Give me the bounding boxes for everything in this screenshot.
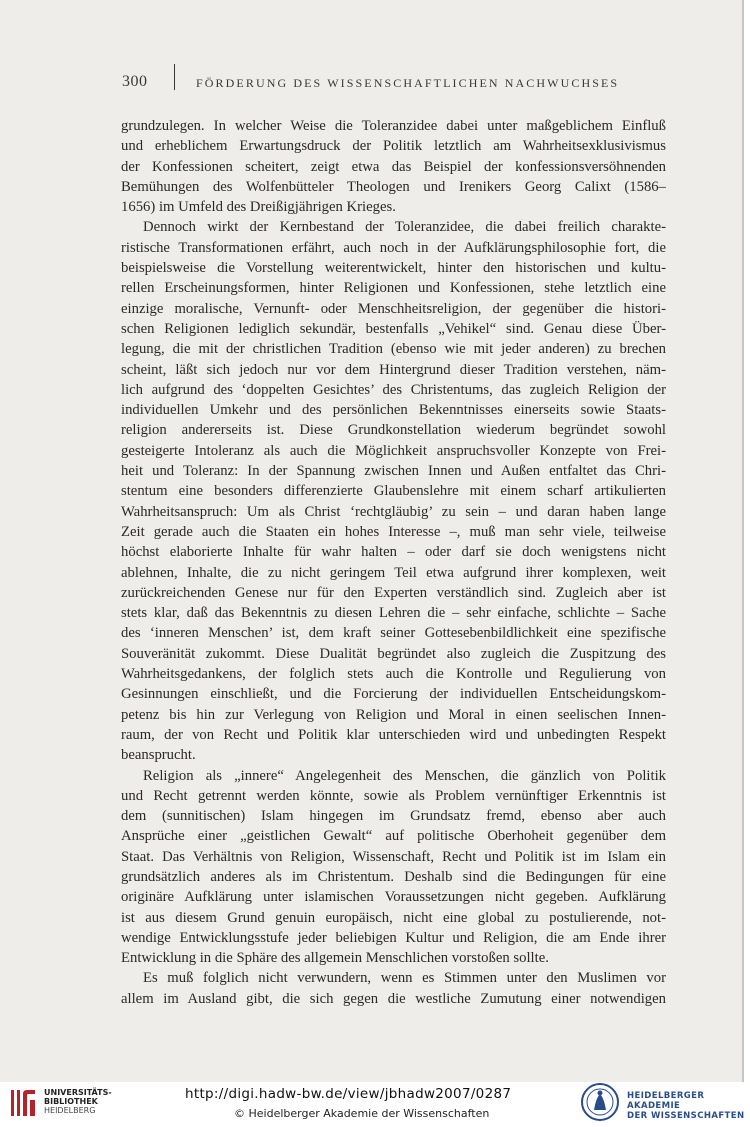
academy-name <box>627 1091 750 1121</box>
text-line: dem (sunnitischen) Islam hingegen im Grundsatz fremd, ebenso aber auch <box>121 808 666 825</box>
running-title: FÖRDERUNG DES WISSENSCHAFTLICHEN NACHWUCHSES <box>196 76 620 90</box>
academy-line-1: HEIDELBERGER AKADEMIE <box>627 1091 705 1111</box>
library-line-3: HEIDELBERG <box>44 1106 96 1115</box>
text-line: beispielsweise die Vorstellung weiterentwickelt, hinter den historischen und kultu- <box>121 260 666 277</box>
text-line: stentum eine besonders differenzierte Glaubenslehre mit einem scharf artikulierten <box>121 483 666 500</box>
text-line: stets klar, daß das Bekenntnis zu diesen Lehren die – sehr einfache, schlichte – Sache <box>121 605 666 622</box>
text-line: legung, die mit der christlichen Tradition (ebenso wie mit jeder anderen) zu brechen <box>121 341 666 358</box>
text-line: Bemühungen des Wolfenbütteler Theologen und Irenikers Georg Calixt (1586– <box>121 178 666 195</box>
text-line: Religion als „innere“ Angelegenheit des Menschen, die gänzlich von Politik <box>143 767 666 784</box>
library-line-2: BIBLIOTHEK <box>44 1097 98 1106</box>
text-line: wendige Entwicklungsstufe jeder beliebigen Kultur und Religion, die am Ende ihrer <box>121 929 666 946</box>
text-line: einzige moralische, Vernunft- oder Menschheitsreligion, der gegenüber die histori- <box>121 300 666 317</box>
permalink-url[interactable]: http://digi.hadw-bw.de/view/jbhadw2007/0287 <box>185 1086 512 1102</box>
text-line: Ansprüche einer „geistlichen Gewalt“ auf politische Oberhoheit gegenüber dem <box>121 828 666 845</box>
text-line: beansprucht. <box>121 747 196 764</box>
text-line: religion andererseits ist. Diese Grundkonstellation wiederum begründet sowohl <box>121 422 666 439</box>
text-line: schen Religionen lediglich sekundär, bestenfalls „Vehikel“ sind. Genau diese Über- <box>121 320 666 337</box>
body-text <box>121 116 666 1009</box>
text-line: Wahrheitsgedankens, der folglich stets auch die Kontrolle und Regulierung von <box>121 666 666 683</box>
library-line-1: UNIVERSITÄTS- <box>44 1088 112 1097</box>
text-line: individuellen Umkehr und des persönlichen Bekenntnisses einerseits sowie Staats- <box>121 402 666 419</box>
text-line: ist aus diesem Grund genuin europäisch, nicht eine global zu postulierende, not- <box>121 909 666 926</box>
text-line: scheint, läßt sich jedoch nur vor dem Hintergrund dieser Tradition verstehen, näm- <box>121 361 666 378</box>
text-line: raum, der von Recht und Politik klar unterschieden wird und unbedingten Respekt <box>121 726 666 743</box>
academy-line-2: DER WISSENSCHAFTEN <box>627 1111 745 1121</box>
page-header <box>122 70 642 96</box>
text-line: gesteigerte Intoleranz als auch die Möglichkeit anspruchsvoller Konzepte von Frei- <box>121 442 666 459</box>
text-line: ablehnen, Inhalte, die zu nicht geringem Teil etwa aufgrund ihrer komplexen, weit <box>121 564 666 581</box>
text-line: Wahrheitsanspruch: Um als Christ ‘rechtgläubig’ zu sein – und daran haben lange <box>121 503 666 520</box>
copyright-notice: © Heidelberger Akademie der Wissenschaften <box>234 1107 490 1120</box>
text-line: grundzulegen. In welcher Weise die Toleranzidee dabei unter maßgeblichem Einfluß <box>121 118 666 134</box>
page-number: 300 <box>122 73 148 90</box>
text-line: Souveränität zukommt. Diese Dualität begründet also zugleich die Zuspitzung des <box>121 645 666 662</box>
viewer-footer <box>0 1082 750 1127</box>
text-line: petenz bis hin zur Verlegung von Religion und Moral in einen seelischen Innen- <box>121 706 666 723</box>
text-line: allem im Ausland gibt, die sich gegen die westliche Zumutung einer notwendigen <box>121 990 666 1007</box>
library-name <box>44 1088 112 1115</box>
text-line: heit und Toleranz: In der Spannung zwischen Innen und Außen entfaltet das Chri- <box>121 463 666 480</box>
university-library-logo-icon <box>8 1086 38 1120</box>
text-line: höchst elaborierte Inhalte für wahr halten – oder darf sie doch wenigstens nicht <box>121 544 666 561</box>
text-line: Zeit gerade auch die Staaten ein hohes Interesse –, muß man sehr viele, teilweise <box>121 523 666 540</box>
text-line: ristische Transformationen erfährt, auch noch in der Aufklärungsphilosophie fort, die <box>121 239 666 256</box>
text-line: Dennoch wirkt der Kernbestand der Toleranzidee, die dabei freilich charakte- <box>143 219 666 236</box>
text-line: grundsätzlich anderes als im Christentum. Deshalb sind die Bedingungen für eine <box>121 868 666 885</box>
text-line: des ‘inneren Menschen’ ist, dem kraft seiner Gottesebenbildlichkeit eine spezifische <box>121 625 666 642</box>
text-line: lich aufgrund des ‘doppelten Gesichtes’ des Christentums, das zugleich Religion der <box>121 381 666 398</box>
text-line: Entwicklung in die Sphäre des allgemein Menschlichen vorstoßen sollte. <box>121 950 549 967</box>
text-line: Es muß folglich nicht verwundern, wenn es Stimmen unter den Muslimen vor <box>143 970 666 987</box>
text-line: rellen Erscheinungsformen, hinter Religionen und Konfessionen, stehe letztlich eine <box>121 280 666 297</box>
text-line: und erheblichem Erwartungsdruck der Politik letztlich am Wahrheitsexklusivismus <box>121 138 666 155</box>
text-line: Staat. Das Verhältnis von Religion, Wissenschaft, Recht und Politik ist im Islam ein <box>121 848 666 865</box>
text-line: Gesinnungen einschließt, und die Forcierung der individuellen Entscheidungskom- <box>121 686 666 703</box>
header-divider <box>174 64 175 90</box>
text-line: der Konfessionen scheitert, zeigt etwa das Beispiel der konfessionsversöhnenden <box>121 158 666 175</box>
text-line: originäre Aufklärung unter islamischen Voraussetzungen nicht gegeben. Aufklärung <box>121 889 666 906</box>
text-line: 1656) im Umfeld des Dreißigjährigen Krieges. <box>121 199 396 216</box>
text-line: und Recht getrennt werden könnte, sowie als Problem vernünftiger Erkenntnis ist <box>121 787 666 804</box>
academy-seal-icon <box>580 1082 620 1122</box>
text-line: zurückreichenden Genese nur für den Experten verständlich sind. Zugleich aber ist <box>121 584 666 601</box>
